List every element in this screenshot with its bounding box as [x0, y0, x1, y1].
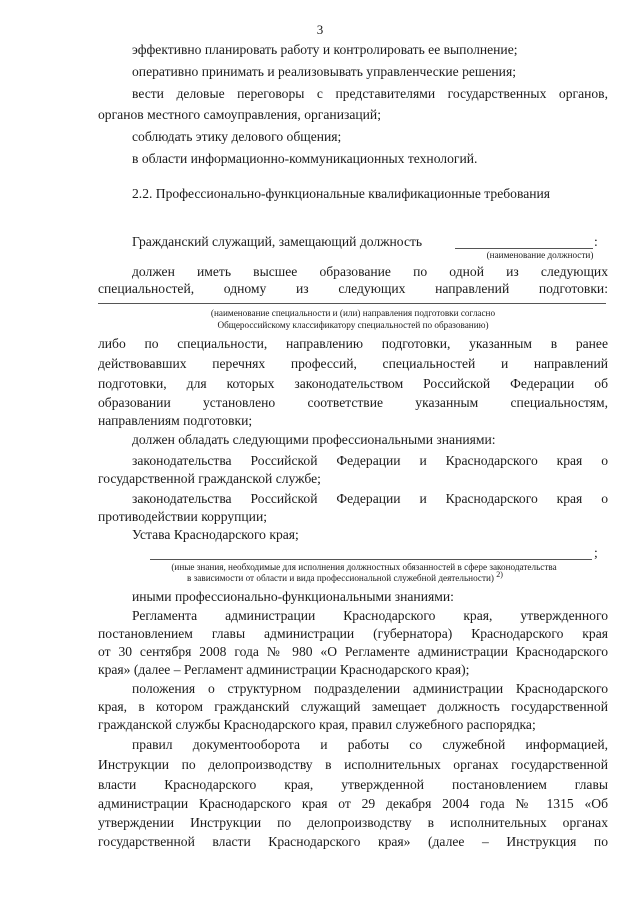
skill-item-3-line-1: вести деловые переговоры с представителями государственных органов,	[132, 86, 608, 101]
education-note-line-2: Общероссийскому классификатору специальностей по образованию)	[217, 320, 489, 330]
skill-item-5: в области информационно-коммуникационных технологий.	[132, 151, 478, 166]
education-body-line-1: либо по специальности, направлению подготовки, указанным в ранее	[98, 336, 608, 351]
knowledge-note-line-1: (иные знания, необходимые для исполнения должностных обязанностей в сфере законодательства	[171, 562, 557, 572]
position-note: (наименование должности)	[486, 250, 594, 260]
docs-line-6: государственной власти Краснодарского края» (далее – Инструкция по	[98, 834, 608, 849]
position-blank	[455, 248, 593, 249]
section-heading: 2.2. Профессионально-функциональные квалификационные требования	[132, 186, 551, 201]
functional-intro: иными профессионально-функциональными знаниями:	[132, 589, 454, 604]
structure-line-2: края, в котором гражданский служащий замещает должность государственной	[98, 699, 608, 714]
knowledge-item-2-line-1: законодательства Российской Федерации и Краснодарского края о	[132, 491, 608, 506]
education-line-2: специальностей, одному из следующих направлений подготовки:	[98, 281, 608, 296]
structure-line-1: положения о структурном подразделении администрации Краснодарского	[132, 681, 608, 696]
skill-item-2: оперативно принимать и реализовывать управленческие решения;	[132, 64, 516, 79]
regulation-line-2: постановлением главы администрации (губернатора) Краснодарского края	[98, 626, 608, 641]
education-blank	[98, 303, 606, 304]
page-number: 3	[316, 22, 324, 37]
knowledge-item-2-line-2: противодействии коррупции;	[98, 509, 267, 524]
knowledge-blank-end: ;	[594, 545, 598, 560]
docs-line-2: Инструкции по делопроизводству в исполнительных органах государственной	[98, 757, 608, 772]
skill-item-1: эффективно планировать работу и контролировать ее выполнение;	[132, 42, 518, 57]
education-body-line-5: направлениям подготовки;	[98, 413, 253, 428]
knowledge-item-1-line-2: государственной гражданской службе;	[98, 471, 321, 486]
position-colon: :	[594, 234, 598, 249]
education-note-line-1: (наименование специальности и (или) направления подготовки согласно	[210, 308, 496, 318]
regulation-line-1: Регламента администрации Краснодарского края, утвержденного	[132, 608, 608, 623]
knowledge-item-3: Устава Краснодарского края;	[132, 527, 299, 542]
knowledge-item-1-line-1: законодательства Российской Федерации и Краснодарского края о	[132, 453, 608, 468]
skill-item-3-line-2: органов местного самоуправления, организаций;	[98, 107, 381, 122]
knowledge-note-line-2: в зависимости от области и вида профессиональной служебной деятельности) $^{2)}$	[187, 569, 503, 583]
knowledge-blank	[150, 559, 592, 560]
knowledge-intro: должен обладать следующими профессиональными знаниями:	[132, 432, 496, 447]
regulation-line-4: края» (далее – Регламент администрации Краснодарского края);	[98, 662, 470, 677]
structure-line-3: гражданской службы Краснодарского края, правил служебного распорядка;	[98, 717, 536, 732]
education-body-line-4: образовании установлено соответствие указанным специальностям,	[98, 395, 608, 410]
regulation-line-3: от 30 сентября 2008 года № 980 «О Регламенте администрации Краснодарского	[98, 644, 608, 659]
docs-line-3: власти Краснодарского края, утвержденной постановлением главы	[98, 777, 608, 792]
skill-item-4: соблюдать этику делового общения;	[132, 129, 342, 144]
education-body-line-3: подготовки, для которых законодательством Российской Федерации об	[98, 376, 608, 391]
position-label: Гражданский служащий, замещающий должность	[132, 234, 423, 249]
footnote-marker: 2)	[496, 569, 503, 579]
education-body-line-2: действовавших перечнях профессий, специальностей и направлений	[98, 356, 608, 371]
docs-line-4: администрации Краснодарского края от 29 декабря 2004 года № 1315 «Об	[98, 796, 608, 811]
docs-line-5: утверждении Инструкции по делопроизводству в исполнительных органах	[98, 815, 608, 830]
docs-line-1: правил документооборота и работы со служебной информацией,	[132, 737, 608, 752]
education-line-1: должен иметь высшее образование по одной из следующих	[132, 264, 608, 279]
